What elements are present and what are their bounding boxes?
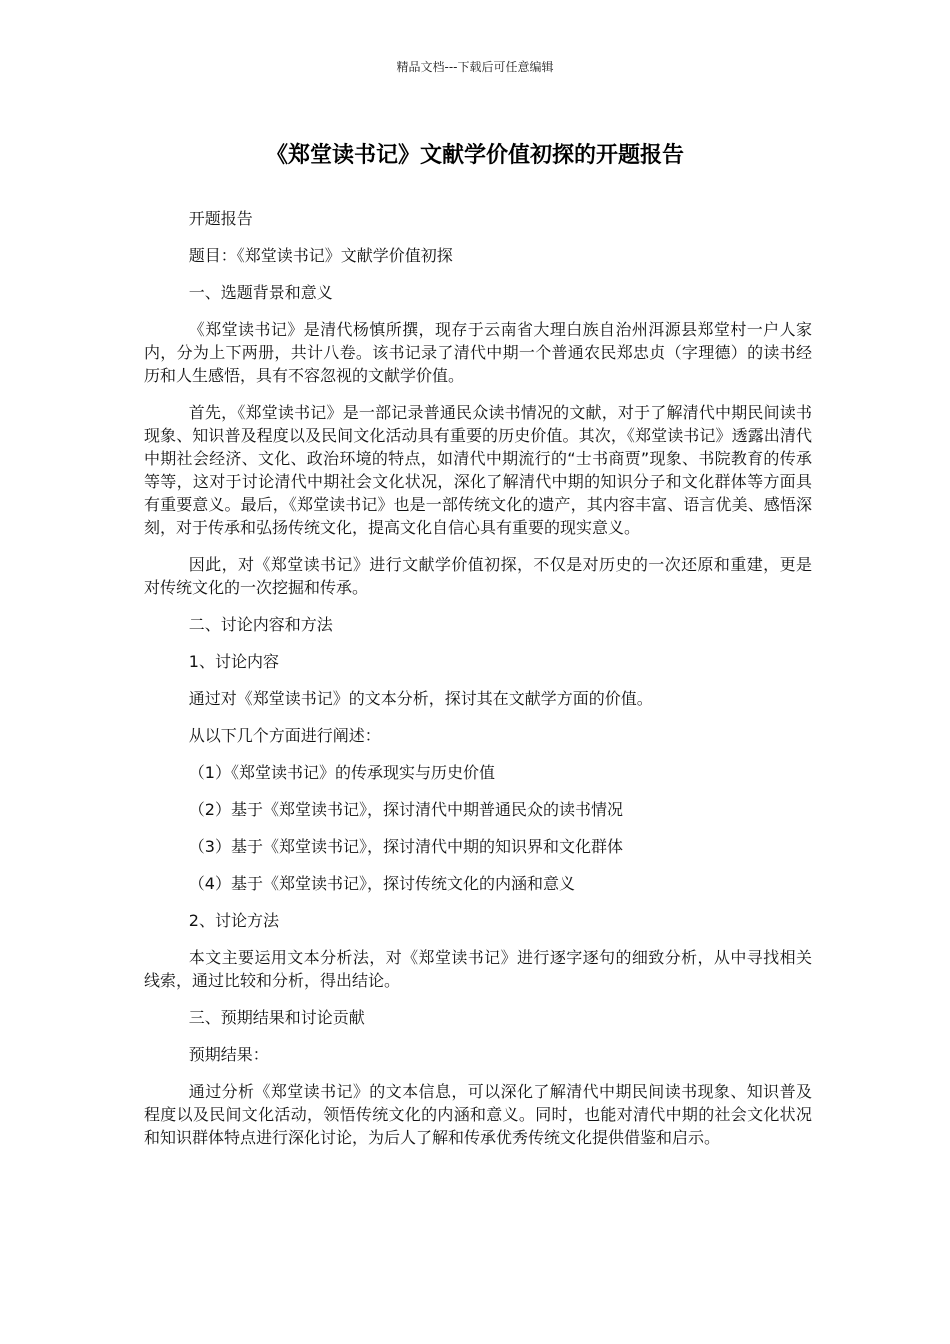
list-item-4: （4）基于《郑堂读书记》，探讨传统文化的内涵和意义	[188, 874, 575, 893]
subheading-expected: 预期结果：	[188, 1045, 269, 1064]
paragraph-topic: 题目：《郑堂读书记》文献学价值初探	[188, 246, 453, 265]
paragraph-aspects: 从以下几个方面进行阐述：	[188, 726, 381, 745]
list-item-3: （3）基于《郑堂读书记》，探讨清代中期的知识界和文化群体	[188, 837, 623, 856]
subheading-method: 2、讨论方法	[188, 911, 279, 930]
paragraph-report-label: 开题报告	[188, 209, 253, 228]
list-item-2: （2）基于《郑堂读书记》，探讨清代中期普通民众的读书情况	[188, 800, 623, 819]
document-title: 《郑堂读书记》文献学价值初探的开题报告	[265, 143, 684, 168]
paragraph-background: 《郑堂读书记》是清代杨慎所撰，现存于云南省大理白族自治州洱源县郑堂村一户人家内，分为上下两册，共计八卷。该书记录了清代中期一个普通农民郑忠贞（字理德）的读书经历和人生感悟，具有不容忽视的文献学价值。	[144, 320, 812, 385]
paragraph-significance: 首先，《郑堂读书记》是一部记录普通民众读书情况的文献，对于了解清代中期民间读书现象、知识普及程度以及民间文化活动具有重要的历史价值。其次，《郑堂读书记》透露出清代中期社会经济、文化、政治环境的特点，如清代中期流行的“士书商贾”现象、书院教育的传承等等，这对于讨论清代中期社会文化状况，深化了解清代中期的知识分子和文化群体等方面具有重要意义。最后，《郑堂读书记》也是一部传统文化的遗产，其内容丰富、语言优美、感悟深刻，对于传承和弘扬传统文化，提高文化自信心具有重要的现实意义。	[144, 403, 812, 537]
section-heading-2: 二、讨论内容和方法	[188, 615, 333, 634]
page-header: 精品文档---下载后可任意编辑	[396, 60, 554, 74]
paragraph-conclusion-intro: 因此，对《郑堂读书记》进行文献学价值初探，不仅是对历史的一次还原和重建，更是对传统文化的一次挖掘和传承。	[144, 555, 812, 597]
paragraph-method: 本文主要运用文本分析法，对《郑堂读书记》进行逐字逐句的细致分析，从中寻找相关线索，通过比较和分析，得出结论。	[144, 948, 812, 990]
section-heading-3: 三、预期结果和讨论贡献	[188, 1008, 365, 1027]
subheading-content: 1、讨论内容	[188, 652, 279, 671]
paragraph-content: 通过对《郑堂读书记》的文本分析，探讨其在文献学方面的价值。	[188, 689, 653, 708]
section-heading-1: 一、选题背景和意义	[188, 283, 333, 302]
document-body	[144, 207, 812, 1163]
paragraph-expected: 通过分析《郑堂读书记》的文本信息，可以深化了解清代中期民间读书现象、知识普及程度以及民间文化活动，领悟传统文化的内涵和意义。同时，也能对清代中期的社会文化状况和知识群体特点进行深化讨论，为后人了解和传承优秀传统文化提供借鉴和启示。	[144, 1082, 812, 1147]
list-item-1: （1）《郑堂读书记》的传承现实与历史价值	[188, 763, 495, 782]
